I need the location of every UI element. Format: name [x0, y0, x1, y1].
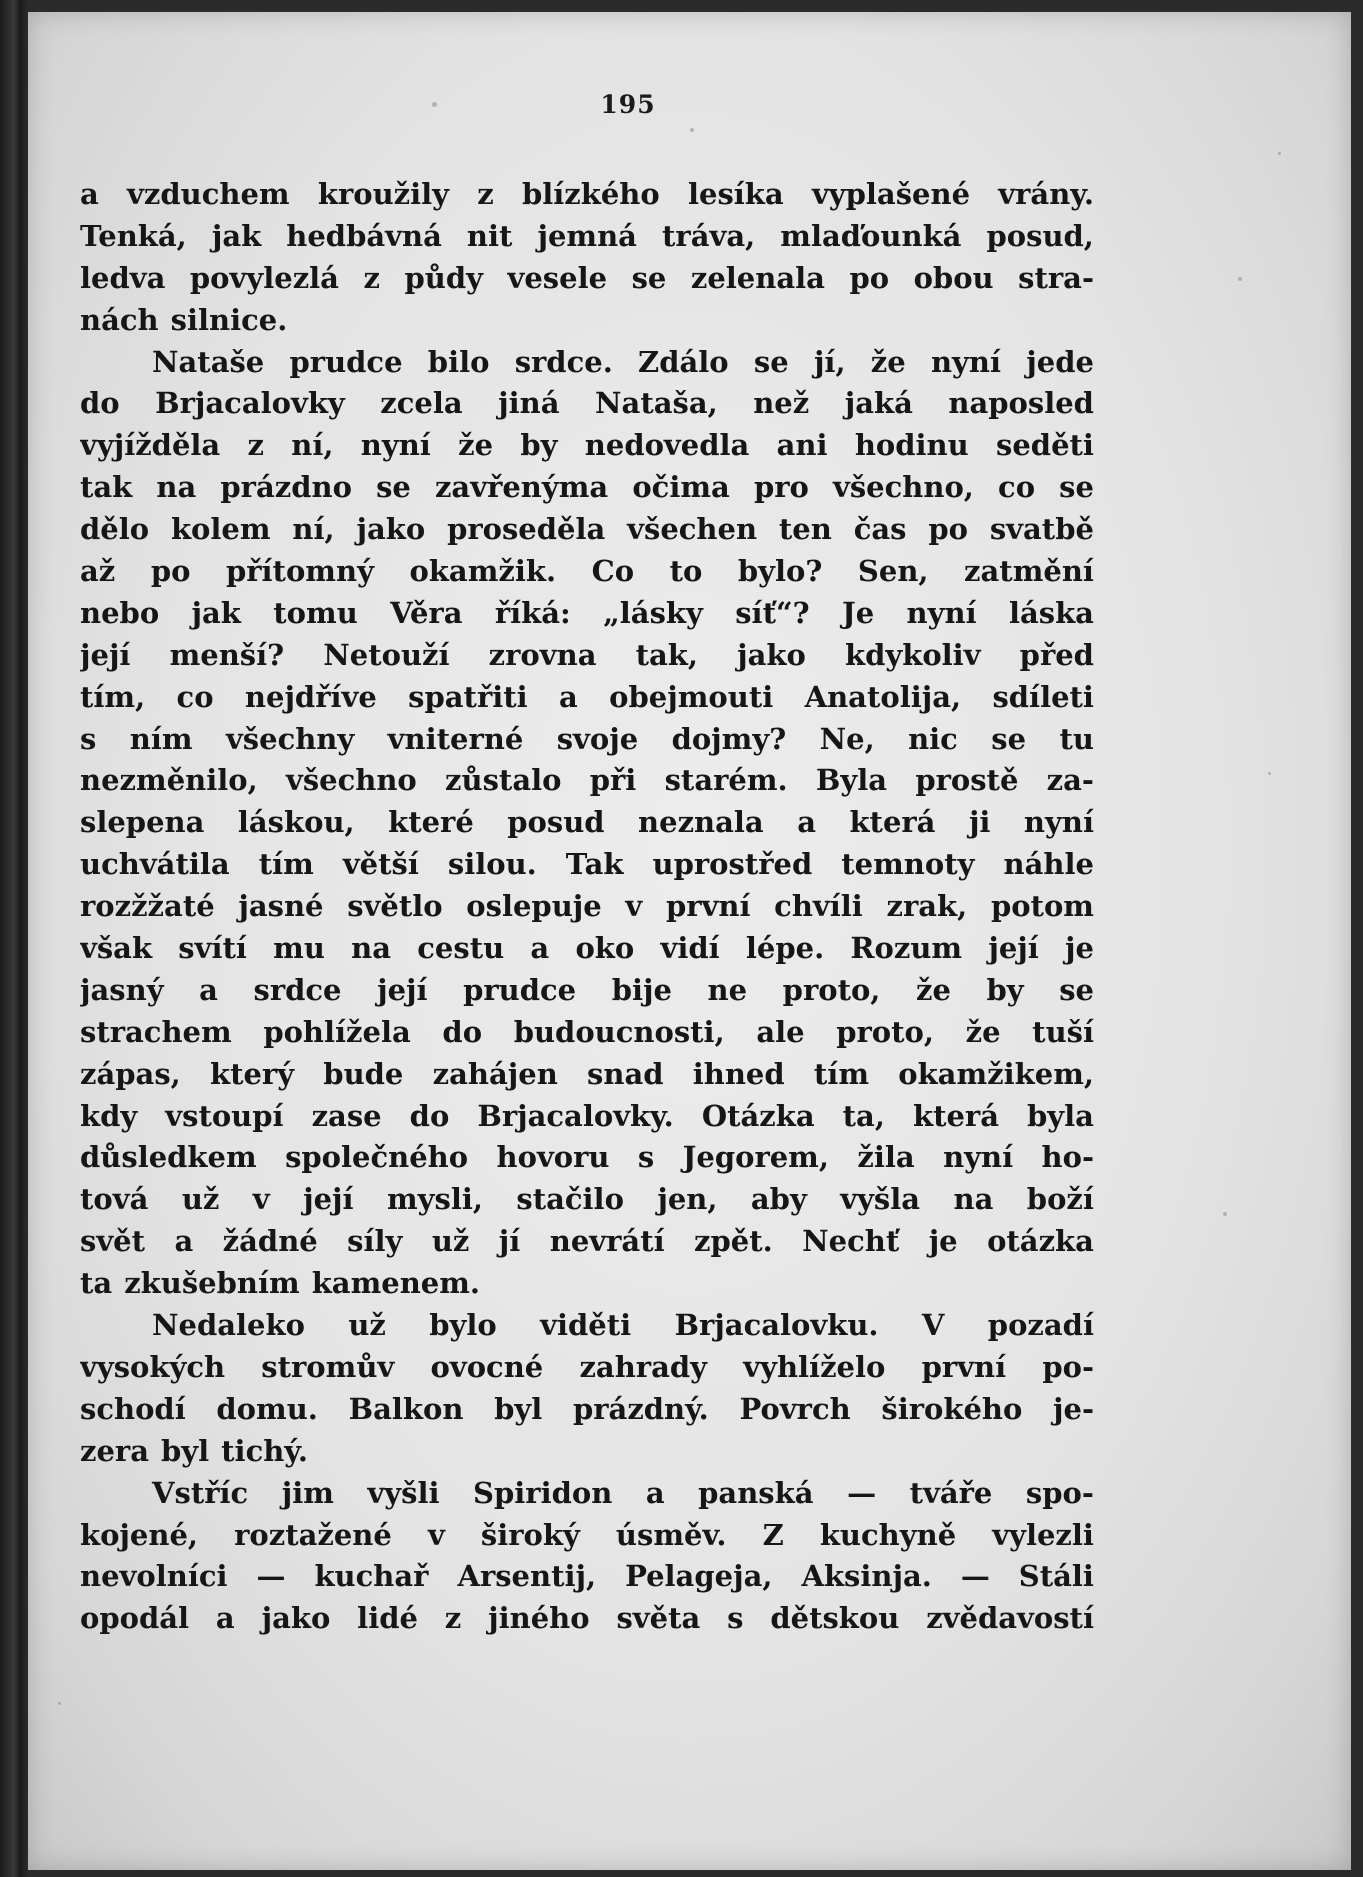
text-line: s ním všechny vniterné svoje dojmy? Ne, nic se tu	[80, 721, 1094, 756]
text-line: Tenká, jak hedbávná nit jemná tráva, mlaďounká posud,	[80, 218, 1094, 253]
paper-speck	[690, 128, 694, 132]
text-line: Nedaleko už bylo viděti Brjacalovku. V pozadí	[152, 1308, 1094, 1343]
text-line: vyjížděla z ní, nyní že by nedovedla ani hodinu seděti	[80, 428, 1094, 463]
text-line: zápas, který bude zahájen snad ihned tím okamžikem,	[80, 1056, 1094, 1091]
text-line: nách silnice.	[80, 302, 288, 337]
text-line: Vstříc jim vyšli Spiridon a panská — tváře spo-	[152, 1475, 1094, 1510]
text-line: nezměnilo, všechno zůstalo při starém. Byla prostě za-	[80, 763, 1094, 798]
text-line: strachem pohlížela do budoucnosti, ale proto, že tuší	[80, 1014, 1094, 1049]
text-line: dělo kolem ní, jako proseděla všechen ten čas po svatbě	[80, 512, 1094, 547]
text-line: kojené, roztažené v široký úsměv. Z kuchyně vylezli	[80, 1517, 1094, 1552]
text-line: opodál a jako lidé z jiného světa s dětskou zvědavostí	[80, 1601, 1094, 1636]
text-line: vysokých stromův ovocné zahrady vyhlíželo první po-	[80, 1349, 1094, 1384]
text-line: svět a žádné síly už jí nevrátí zpět. Nechť je otázka	[80, 1224, 1094, 1259]
paper-speck	[58, 1702, 61, 1705]
text-line: uchvátila tím větší silou. Tak uprostřed temnoty náhle	[80, 847, 1094, 882]
text-line: ta zkušebním kamenem.	[80, 1266, 481, 1301]
text-line: tím, co nejdříve spatřiti a obejmouti Anatolija, sdíleti	[80, 679, 1094, 714]
text-line: Nataše prudce bilo srdce. Zdálo se jí, že nyní jede	[152, 344, 1094, 379]
paper-speck	[1268, 772, 1271, 775]
text-line: nevolníci — kuchař Arsentij, Pelageja, Aksinja. — Stáli	[80, 1559, 1094, 1594]
paper-speck	[1223, 1212, 1227, 1216]
text-line: její menší? Netouží zrovna tak, jako kdykoliv před	[80, 637, 1094, 672]
text-line: tová už v její mysli, stačilo jen, aby vyšla na boží	[80, 1182, 1094, 1217]
text-line: schodí domu. Balkon byl prázdný. Povrch širokého je-	[80, 1391, 1094, 1426]
text-line: až po přítomný okamžik. Co to bylo? Sen, zatmění	[80, 554, 1094, 589]
paper-speck	[1238, 277, 1242, 281]
paper-speck	[1278, 152, 1281, 155]
text-line: ledva povylezlá z půdy vesele se zelenala po obou stra-	[80, 260, 1094, 295]
paper-speck	[432, 102, 437, 107]
text-line: rozžžaté jasné světlo oslepuje v první chvíli zrak, potom	[80, 889, 1094, 924]
text-line: slepena láskou, které posud neznala a která ji nyní	[80, 805, 1094, 840]
book-page	[28, 12, 1351, 1870]
body-text	[80, 174, 1094, 1640]
text-line: do Brjacalovky zcela jiná Nataša, než jaká naposled	[80, 386, 1094, 421]
text-line: kdy vstoupí zase do Brjacalovky. Otázka ta, která byla	[80, 1098, 1094, 1133]
text-line: a vzduchem kroužily z blízkého lesíka vyplašené vrány.	[80, 177, 1094, 211]
text-line: však svítí mu na cestu a oko vidí lépe. Rozum její je	[80, 931, 1094, 966]
text-line: zera byl tichý.	[80, 1433, 308, 1468]
text-line: důsledkem společného hovoru s Jegorem, žila nyní ho-	[80, 1140, 1094, 1175]
page-number: 195	[600, 90, 656, 119]
text-line: nebo jak tomu Věra říká: „lásky síť“? Je nyní láska	[80, 595, 1094, 630]
text-line: jasný a srdce její prudce bije ne proto, že by se	[80, 972, 1094, 1007]
text-line: tak na prázdno se zavřenýma očima pro všechno, co se	[80, 470, 1094, 505]
